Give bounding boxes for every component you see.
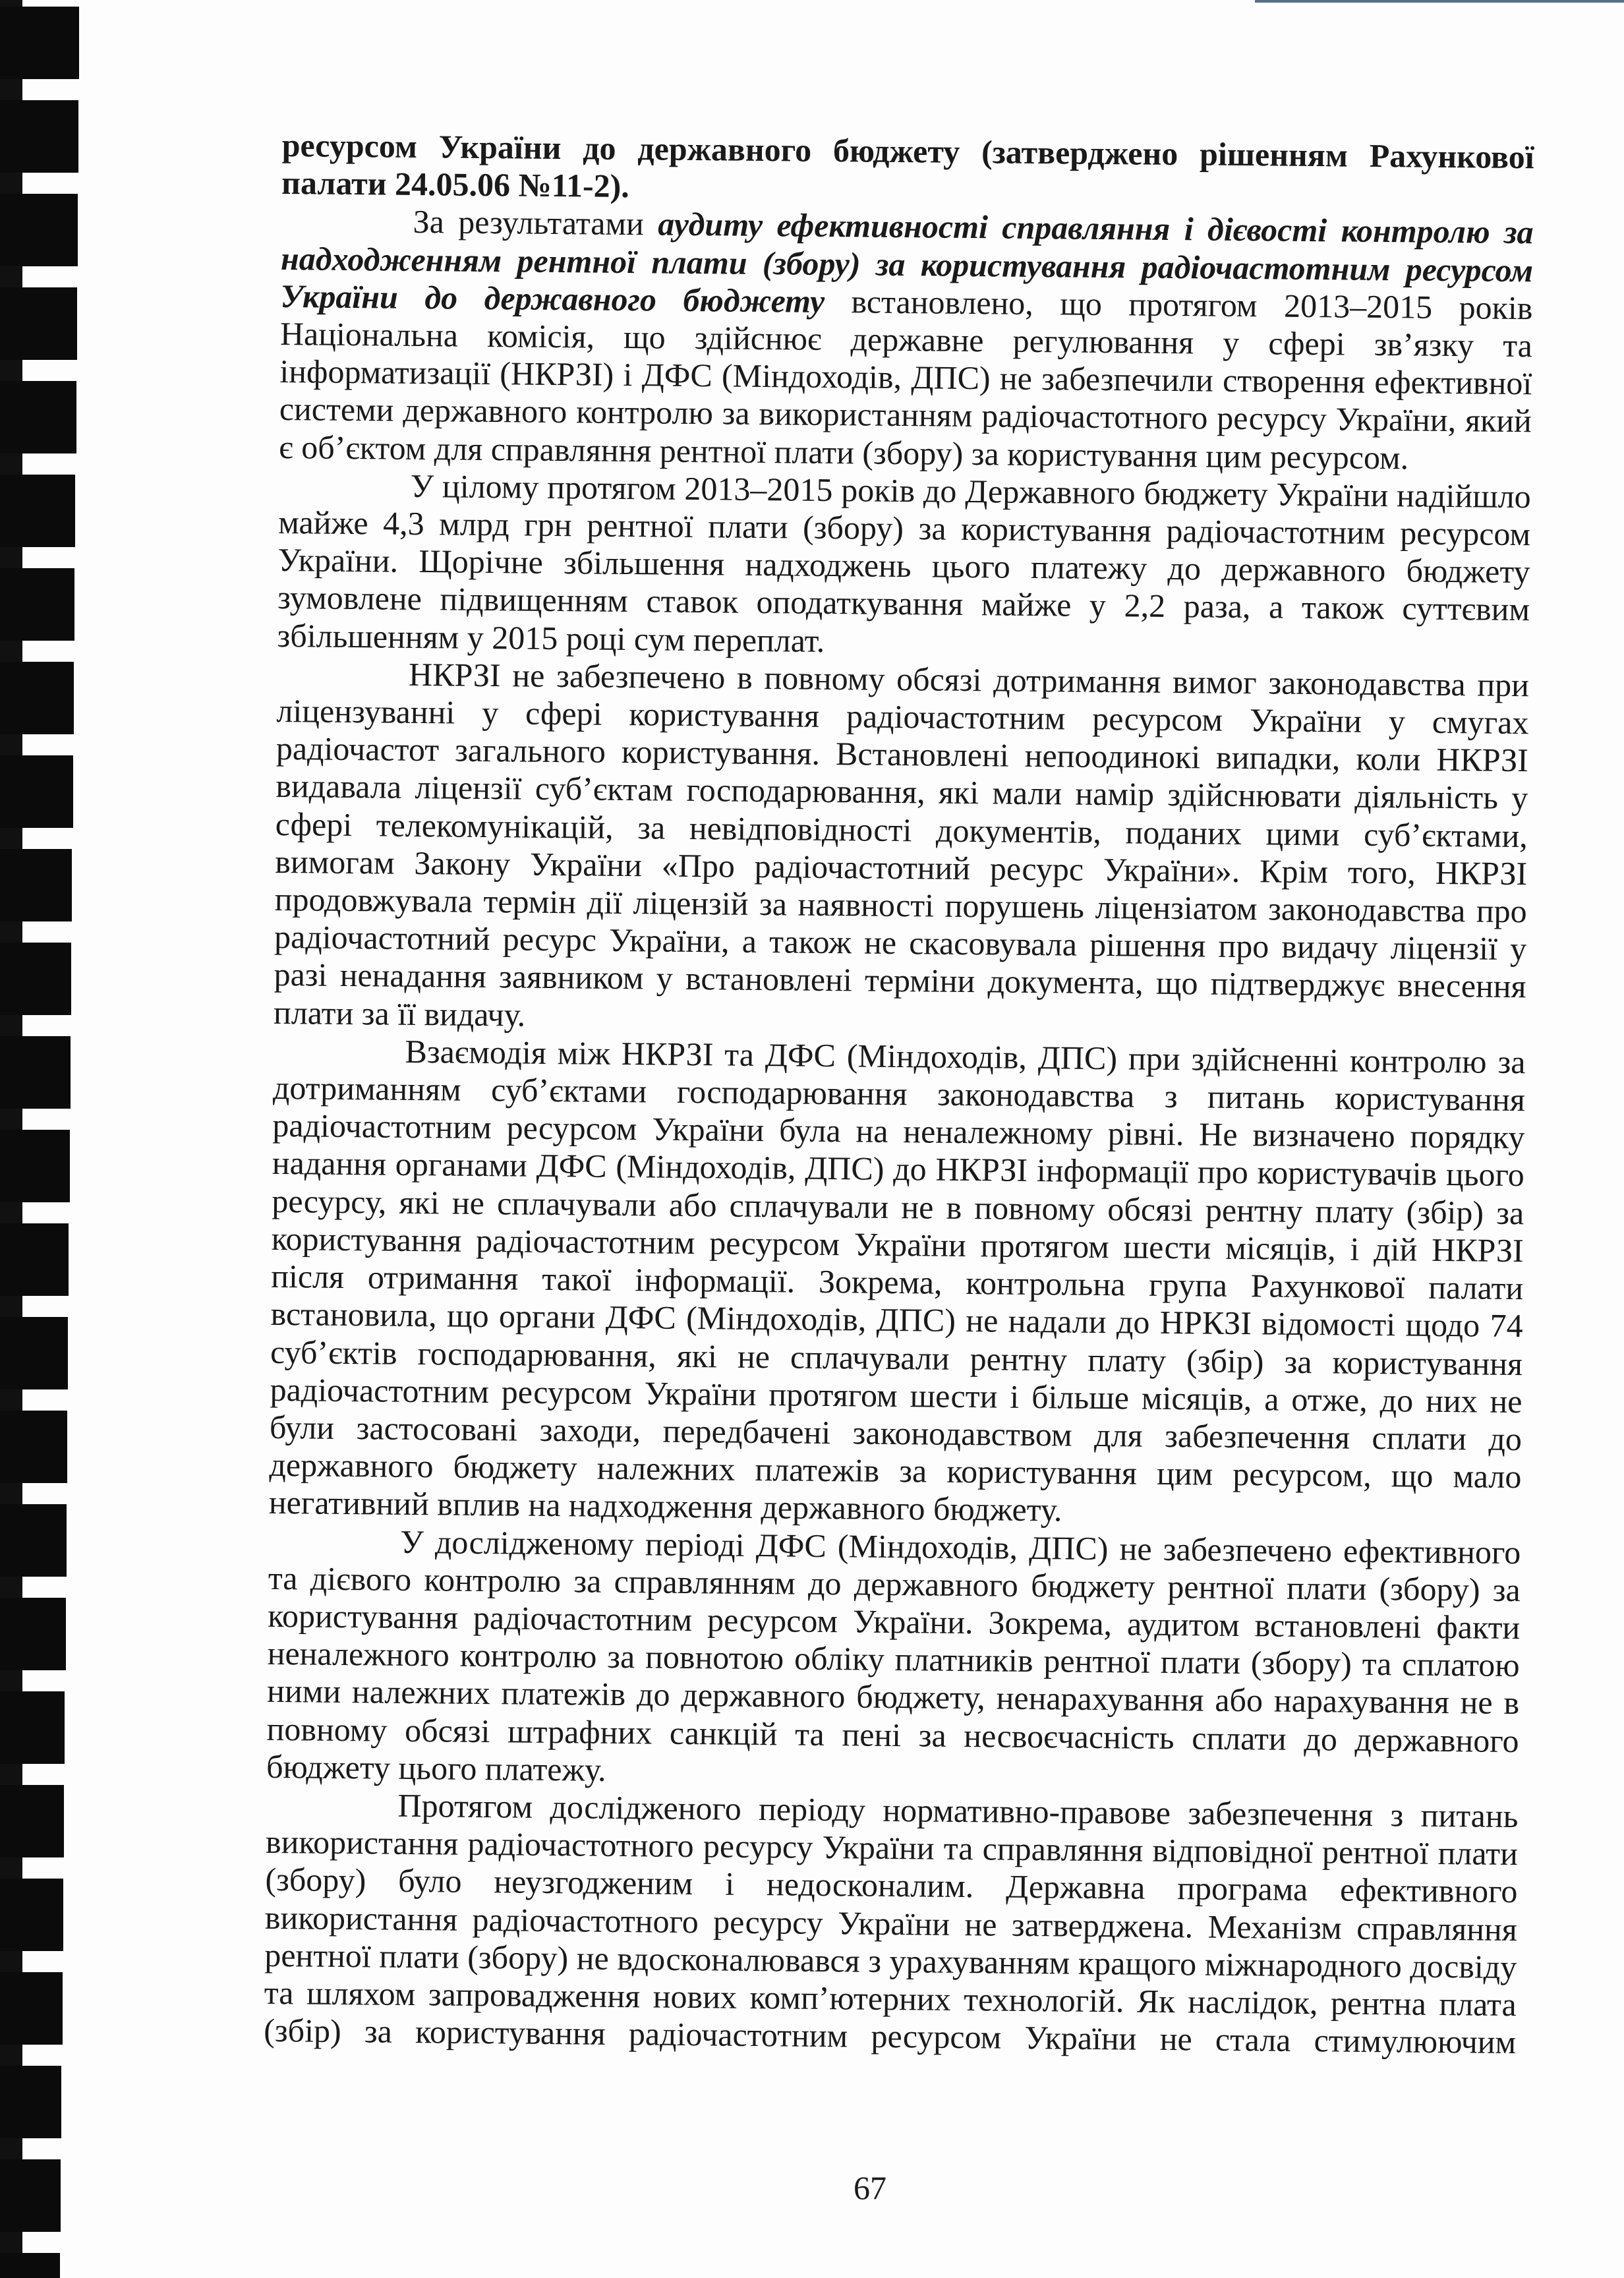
- paragraph: У цілому протягом 2013–2015 років до Державного бюджету України надійшло майже 4,3 млрд грн рентної плати (збору) за користування радіочастотним ресурсом України. Щорічне збільшення надходжень цього платежу до державного бюджету зумовлене підвищенням ставок оподаткування майже у 2,2 раза, а також суттєвим збільшенням у 2015 році сум переплат.: [277, 467, 1531, 659]
- paragraph: Протягом дослідженого періоду нормативно-правове забезпечення з питань використання радіочастотного ресурсу України та справляння відповідної рентної плати (збору) було неузгодженим і недосконалим. Державна програма ефективного використання радіочастотного ресурсу України не затверджена. Механізм справляння рентної плати (збору) не вдосконалювався з урахуванням кращого міжнародного досвіду та шляхом запровадження нових комп’ютерних технологій. Як наслідок, рентна плата (збір) за користування радіочастотним ресурсом України не стала стимулюючим: [264, 1786, 1519, 2061]
- binding-tooth: [0, 100, 78, 173]
- binding-tooth: [0, 1598, 66, 1670]
- binding-tooth: [0, 662, 74, 734]
- binding-tooth: [0, 2253, 60, 2278]
- binding-tooth: [0, 1972, 63, 2045]
- binding-tooth: [0, 943, 71, 1015]
- binding-tooth: [0, 755, 73, 828]
- paragraph: Взаємодія між НКРЗІ та ДФС (Міндоходів, ДПС) при здійсненні контролю за дотриманням суб’єктами господарювання законодавства з питань користування радіочастотним ресурсом України була на неналежному рівні. Не визначено порядку надання органами ДФС (Міндоходів, ДПС) до НКРЗІ інформації про користувачів цього ресурсу, які не сплачували або сплачували не в повному обсязі рентну плату (збір) за користування радіочастотним ресурсом України протягом шести місяців, і дій НКРЗІ після отримання такої інформації. Зокрема, контрольна група Рахункової палати встановила, що органи ДФС (Міндоходів, ДПС) не надали до НРКЗІ відомості щодо 74 суб’єктів господарювання, які не сплачували рентну плату (збір) за користування радіочастотним ресурсом України протягом шести і більше місяців, а отже, до них не були застосовані заходи, передбачені законодавством для забезпечення сплати до державного бюджету належних платежів за користування цим ресурсом, що мало негативний вплив на надходження державного бюджету.: [268, 1032, 1526, 1529]
- audit-title-emphasis: аудиту ефективності справляння і дієвості контролю за надходженням рентної плати (збору) за користування радіочастотним ресурсом України до державного бюджету: [280, 205, 1534, 320]
- binding-tooth: [0, 1691, 65, 1764]
- top-edge-line: [1255, 0, 1624, 3]
- section-heading: ресурсом України до державного бюджету (затверджено рішенням Рахункової палати 24.05.06 №11-2).: [281, 127, 1534, 205]
- document-body: [264, 127, 1534, 2061]
- binding-tooth: [0, 1411, 67, 1483]
- binding-tooth: [0, 1036, 71, 1109]
- paragraph: НКРЗІ не забезпечено в повному обсязі дотримання вимог законодавства при ліцензуванні у сфері користування радіочастотним ресурсом України у смугах радіочастот загального користування. Встановлені непоодинокі випадки, коли НКРЗІ видавала ліцензії суб’єктам господарювання, які мали намір здійснювати діяльність у сфері телекомунікацій, за невідповідності документів, поданих цими суб’єктами, вимогам Закону України «Про радіочастотний ресурс України». Крім того, НКРЗІ продовжувала термін дії ліцензій за наявності порушень ліцензіатом законодавства про радіочастотний ресурс України, а також не скасовувала рішення про видачу ліцензії у разі ненадання заявником у встановлені терміни документа, що підтверджує внесення плати за її видачу.: [273, 655, 1530, 1034]
- binding-tooth: [0, 475, 75, 547]
- paragraph-lead: За результатами: [413, 203, 658, 243]
- binding-tooth: [0, 381, 76, 453]
- binding-tooth: [0, 2066, 61, 2138]
- binding-tooth: [0, 568, 74, 641]
- binding-tooth: [0, 1317, 68, 1389]
- binding-tooth: [0, 1223, 69, 1296]
- binding-tooth: [0, 194, 78, 266]
- binding-tooth: [0, 1504, 67, 1577]
- binding-tooth: [0, 1785, 64, 1857]
- binding-tooth: [0, 7, 79, 79]
- binding-tooth: [0, 287, 77, 360]
- paragraph: [279, 202, 1534, 478]
- page-number: 67: [854, 2169, 886, 2206]
- binding-tooth: [0, 1130, 70, 1202]
- paragraph-rest: встановлено, що протягом 2013–2015 років Національна комісія, що здійснює державне регулювання у сфері зв’язку та інформатизації (НКРЗІ) і ДФС (Міндоходів, ДПС) не забезпечили створення ефективної системи державного контролю за використанням радіочастотного ресурсу України, який є об’єктом для справляння рентної плати (збору) за користування цим ресурсом.: [279, 282, 1533, 477]
- binding-tooth: [0, 1879, 63, 1951]
- binding-tooth: [0, 849, 72, 921]
- comb-binding: [0, 0, 92, 2278]
- binding-tooth: [0, 2159, 61, 2232]
- paragraph: У дослідженому періоді ДФС (Міндоходів, ДПС) не забезпечено ефективного та дієвого контролю за справлянням до державного бюджету рентної плати (збору) за користування радіочастотним ресурсом України. Зокрема, аудитом встановлені факти неналежного контролю за повнотою обліку платників рентної плати (збору) та сплатою ними належних платежів до державного бюджету, ненарахування або нарахування не в повному обсязі штрафних санкцій та пені за несвоєчасність сплати до державного бюджету цього платежу.: [266, 1523, 1521, 1788]
